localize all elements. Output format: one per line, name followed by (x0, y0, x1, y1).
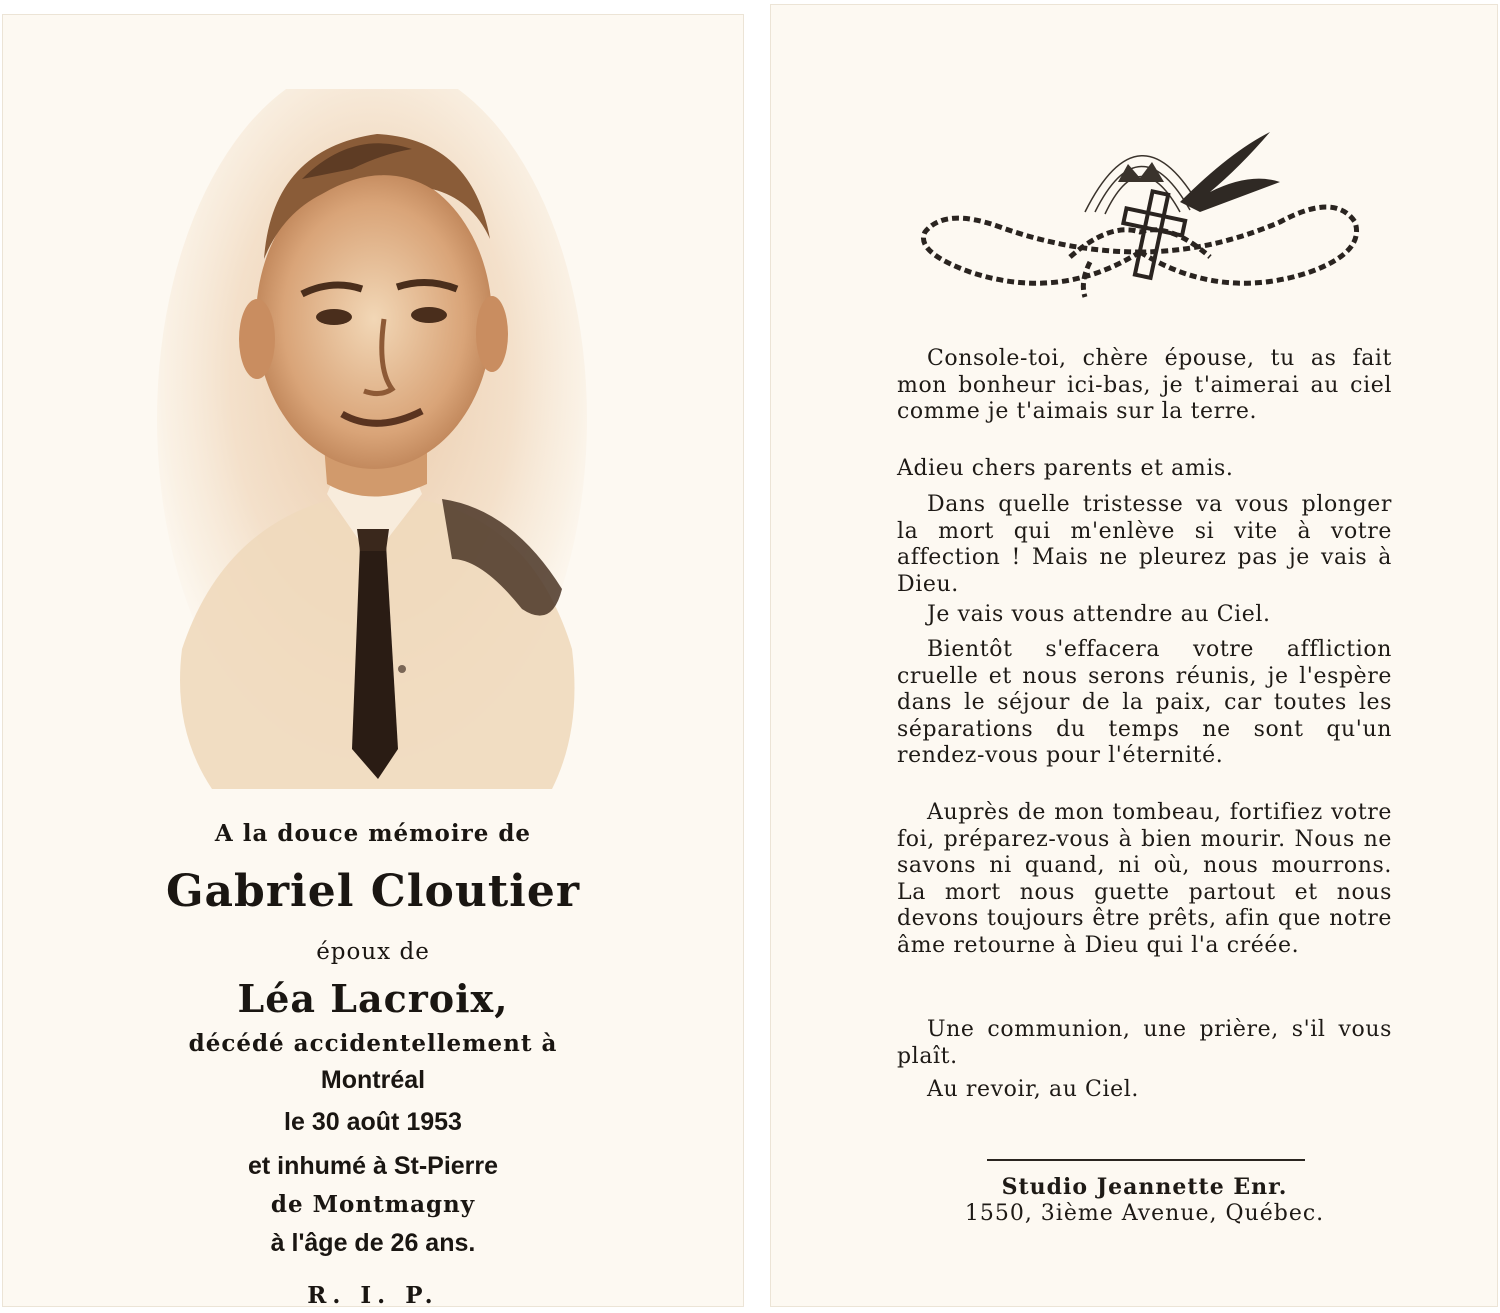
spouse-name: Léa Lacroix, (237, 976, 509, 1021)
verse-paragraph: Bientôt s'effacera votre affliction cruelle et nous serons réunis, je l'espère dans le séjour de la paix, car toutes les séparations du temps ne sont qu'un rendez-vous pour l'éternité. (897, 637, 1392, 768)
rip-inscription: R. I. P. (307, 1282, 439, 1309)
burial-place: et inhumé à St-Pierre (247, 1152, 499, 1180)
death-city: Montréal (320, 1066, 426, 1094)
spouse-label: époux de (316, 939, 430, 965)
memory-dedication: A la douce mémoire de (214, 820, 532, 847)
portrait-photo (152, 89, 592, 809)
verse-paragraph: Dans quelle tristesse va vous plonger la mort qui m'enlève si vite à votre affection ! Mais ne pleurez pas je vais à Dieu. (897, 492, 1392, 597)
verse-paragraph: Console-toi, chère épouse, tu as fait mon bonheur ici-bas, je t'aimerai au ciel comme je t'aimais sur la terre. (897, 346, 1392, 424)
burial-parish: de Montmagny (270, 1191, 476, 1218)
studio-address: 1550, 3ième Avenue, Québec. (964, 1201, 1325, 1226)
studio-name: Studio Jeannette Enr. (1001, 1174, 1288, 1200)
rosary-cross-icon (910, 112, 1370, 302)
verse-paragraph: Au revoir, au Ciel. (927, 1077, 1139, 1102)
memorial-card-back (770, 4, 1498, 1307)
death-date: le 30 août 1953 (284, 1108, 462, 1136)
verse-paragraph: Auprès de mon tombeau, fortifiez votre foi, préparez-vous à bien mourir. Nous ne savons ni quand, ni où, nous mourrons. La mort nous guette partout et nous devons toujours être prêts, afin que notre âme retourne à Dieu qui l'a créée. (897, 800, 1392, 958)
verse-paragraph: Adieu chers parents et amis. (897, 456, 1234, 481)
verse-paragraph: Je vais vous attendre au Ciel. (927, 602, 1271, 627)
deceased-name: Gabriel Cloutier (165, 866, 581, 917)
verse-paragraph: Une communion, une prière, s'il vous plaît. (897, 1017, 1392, 1069)
death-circumstance: décédé accidentellement à (188, 1030, 558, 1057)
memorial-card-front (2, 14, 744, 1307)
age-at-death: à l'âge de 26 ans. (270, 1229, 476, 1257)
divider-rule (987, 1159, 1305, 1161)
